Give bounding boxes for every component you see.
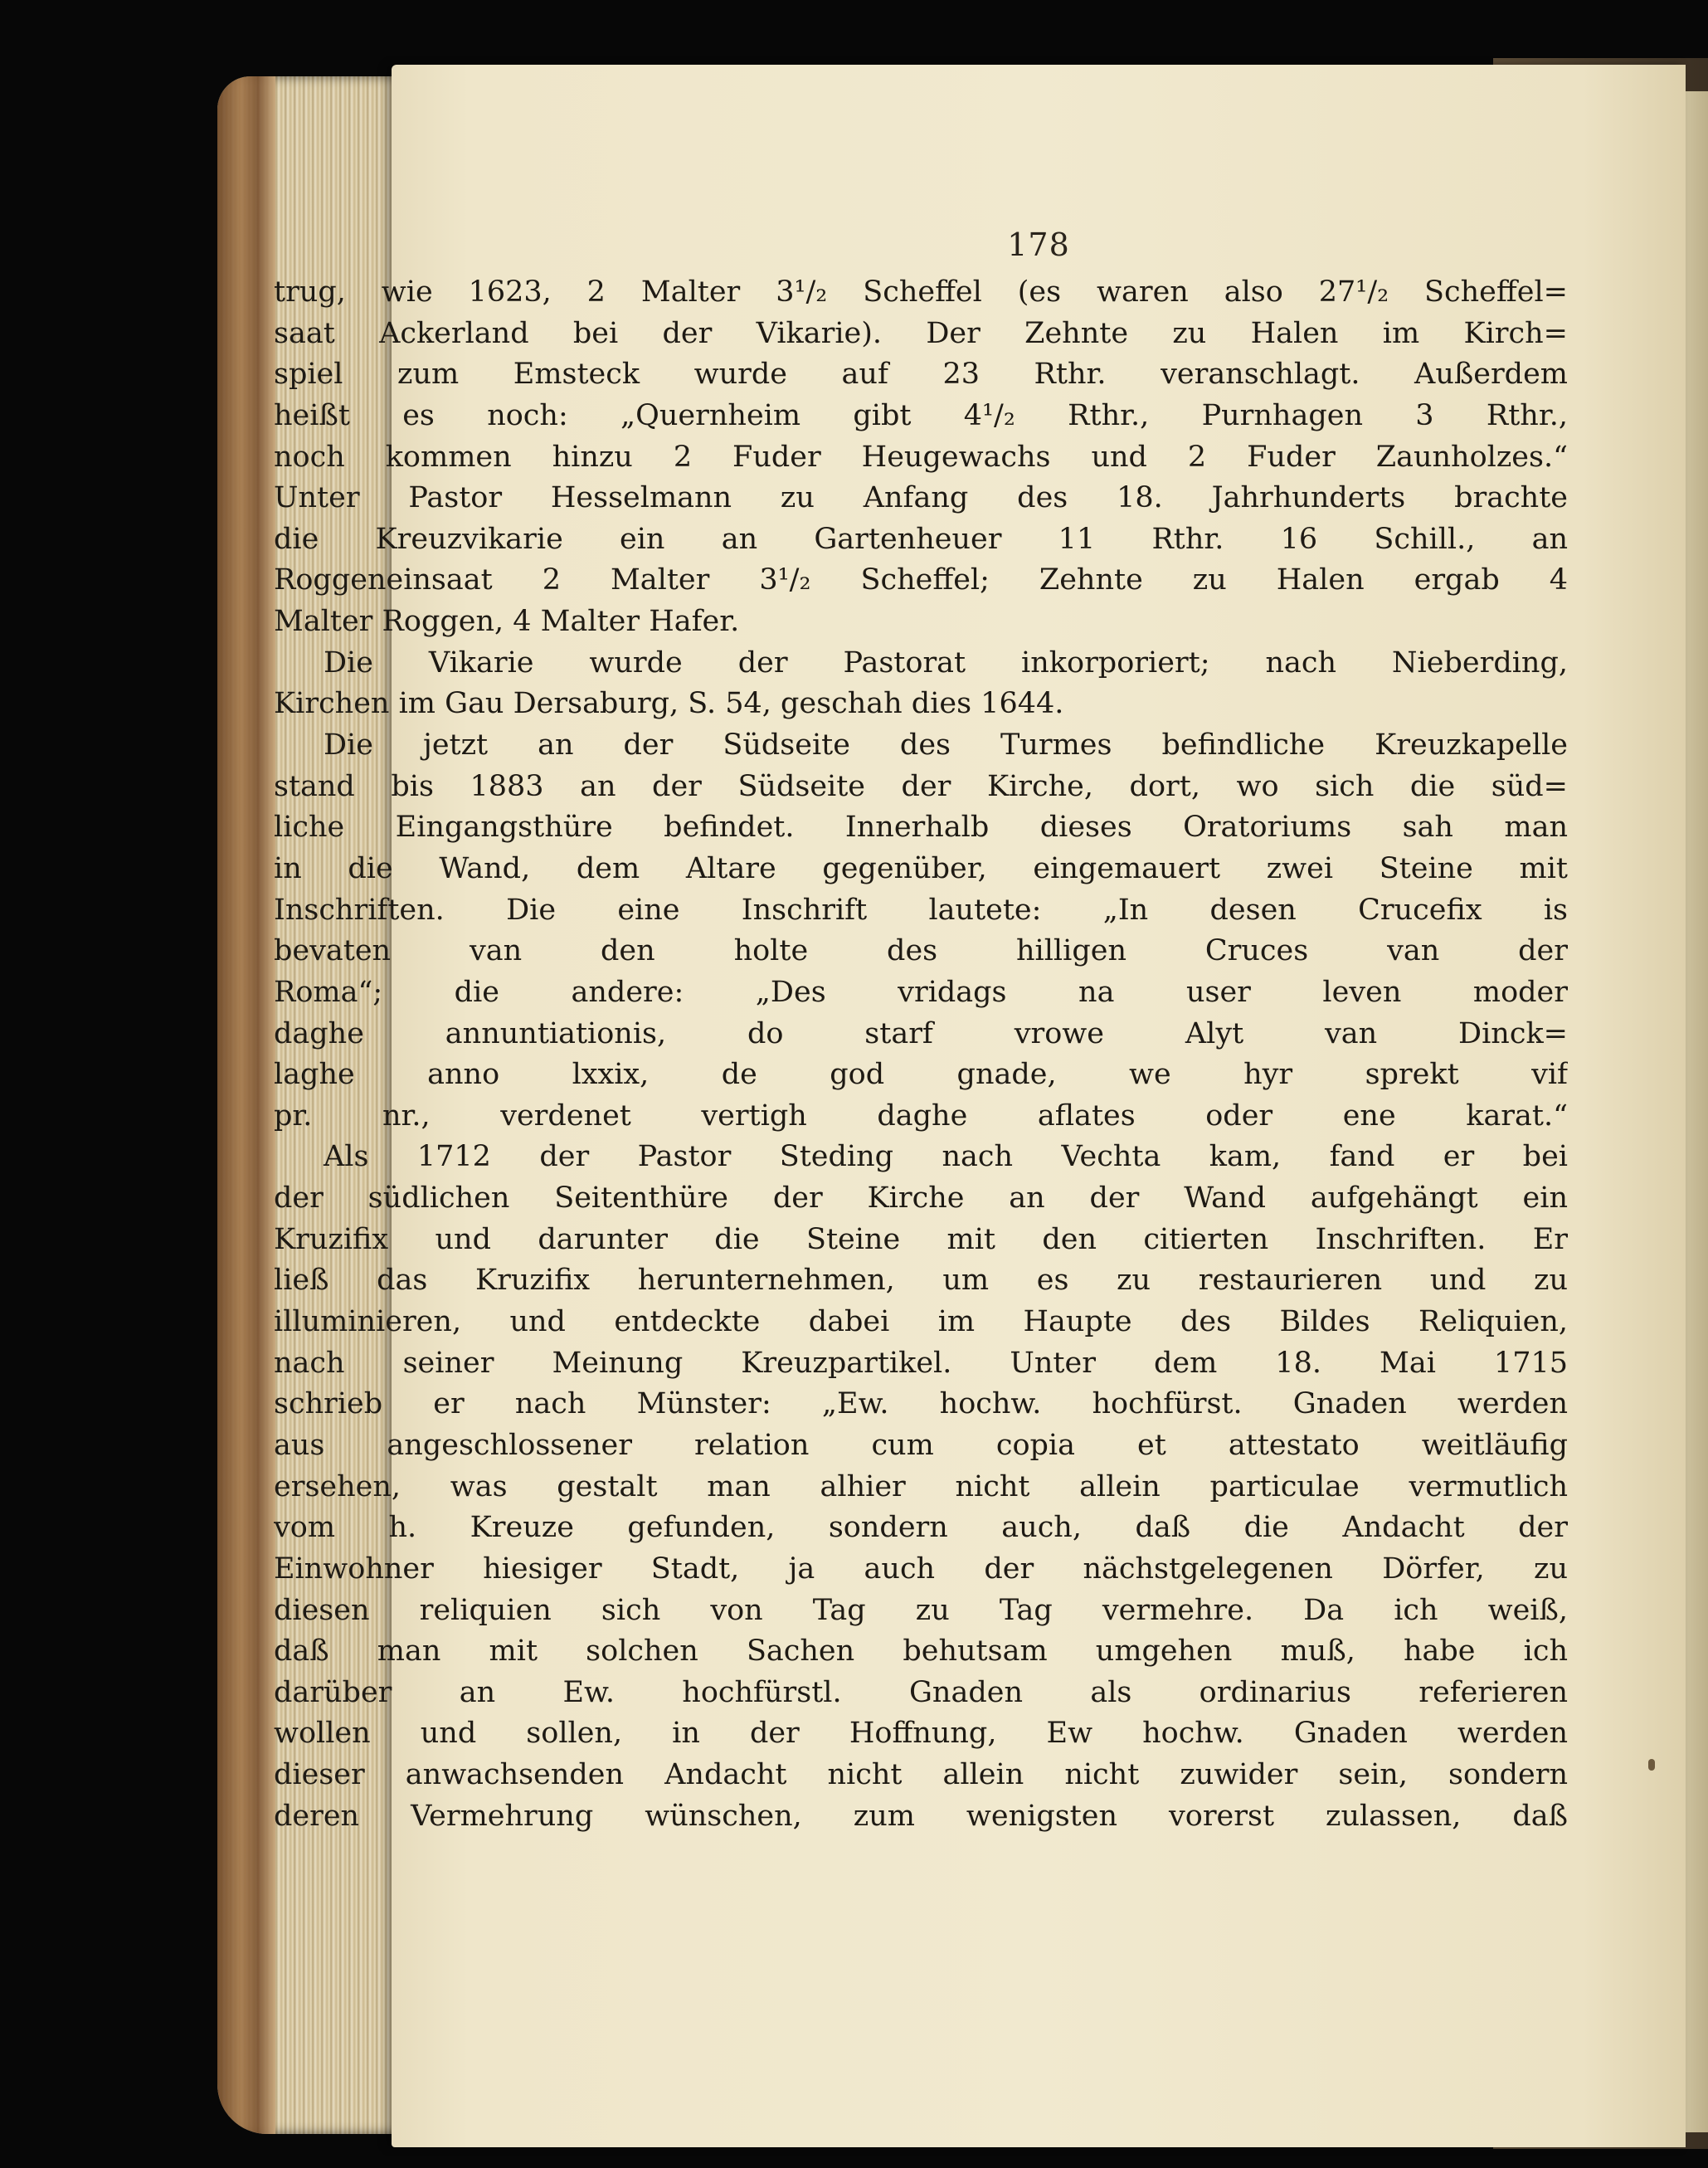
text-line: noch kommen hinzu 2 Fuder Heugewachs und 2 Fuder Zaunholzes.“ — [274, 440, 1568, 474]
text-line: spiel zum Emsteck wurde auf 23 Rthr. veranschlagt. Außerdem — [274, 358, 1568, 392]
text-line: Als 1712 der Pastor Steding nach Vechta kam, fand er bei — [324, 1140, 1568, 1174]
text-line: bevaten van den holte des hilligen Cruces van der — [274, 934, 1568, 968]
text-line: schrieb er nach Münster: „Ew. hochw. hochfürst. Gnaden werden — [274, 1387, 1568, 1421]
text-line: liche Eingangsthüre befindet. Innerhalb dieses Oratoriums sah man — [274, 811, 1568, 845]
text-line: diesen reliquien sich von Tag zu Tag vermehre. Da ich weiß, — [274, 1593, 1568, 1627]
book-binding — [217, 76, 275, 2134]
text-line: Roma“; die andere: „Des vridags na user leven moder — [274, 975, 1568, 1009]
text-line: Kirchen im Gau Dersaburg, S. 54, geschah dies 1644. — [274, 687, 1064, 721]
text-line: in die Wand, dem Altare gegenüber, eingemauert zwei Steine mit — [274, 851, 1568, 885]
text-line: saat Ackerland bei der Vikarie). Der Zehnte zu Halen im Kirch= — [274, 316, 1568, 350]
text-line: aus angeschlossener relation cum copia et attestato weitläufig — [274, 1428, 1568, 1462]
text-line: pr. nr., verdenet vertigh daghe aflates oder ene karat.“ — [274, 1099, 1568, 1133]
text-line: daß man mit solchen Sachen behutsam umgehen muß, habe ich — [274, 1635, 1568, 1669]
text-line: Die jetzt an der Südseite des Turmes befindliche Kreuzkapelle — [324, 728, 1568, 762]
body-text — [274, 274, 1568, 1839]
text-line: ersehen, was gestalt man alhier nicht allein particulae vermutlich — [274, 1469, 1568, 1503]
text-line: Kruzifix und darunter die Steine mit den citierten Inschriften. Er — [274, 1222, 1568, 1256]
text-line: trug, wie 1623, 2 Malter 3¹/₂ Scheffel (es waren also 27¹/₂ Scheffel= — [274, 275, 1568, 309]
text-line: deren Vermehrung wünschen, zum wenigsten vorerst zulassen, daß — [274, 1799, 1568, 1833]
text-line: heißt es noch: „Quernheim gibt 4¹/₂ Rthr., Purnhagen 3 Rthr., — [274, 398, 1568, 432]
paper-speck — [1648, 1759, 1655, 1771]
text-line: daghe annuntiationis, do starf vrowe Alyt van Dinck= — [274, 1016, 1568, 1050]
text-line: Inschriften. Die eine Inschrift lautete: „In desen Crucefix is — [274, 893, 1568, 927]
text-line: vom h. Kreuze gefunden, sondern auch, daß die Andacht der — [274, 1511, 1568, 1545]
text-line: stand bis 1883 an der Südseite der Kirche, dort, wo sich die süd= — [274, 769, 1568, 803]
text-line: Die Vikarie wurde der Pastorat inkorporiert; nach Nieberding, — [324, 646, 1568, 680]
text-line: wollen und sollen, in der Hoffnung, Ew hochw. Gnaden werden — [274, 1717, 1568, 1751]
text-line: Roggeneinsaat 2 Malter 3¹/₂ Scheffel; Zehnte zu Halen ergab 4 — [274, 563, 1568, 597]
text-line: dieser anwachsenden Andacht nicht allein nicht zuwider sein, sondern — [274, 1758, 1568, 1792]
text-line: darüber an Ew. hochfürstl. Gnaden als ordinarius referieren — [274, 1675, 1568, 1709]
text-line: Malter Roggen, 4 Malter Hafer. — [274, 605, 740, 639]
text-line: Unter Pastor Hesselmann zu Anfang des 18. Jahrhunderts brachte — [274, 481, 1568, 515]
text-line: ließ das Kruzifix herunternehmen, um es zu restaurieren und zu — [274, 1264, 1568, 1298]
text-line: der südlichen Seitenthüre der Kirche an der Wand aufgehängt ein — [274, 1181, 1568, 1216]
text-line: die Kreuzvikarie ein an Gartenheuer 11 Rthr. 16 Schill., an — [274, 522, 1568, 556]
text-line: laghe anno lxxix, de god gnade, we hyr sprekt vif — [274, 1058, 1568, 1092]
page-number: 178 — [1007, 227, 1070, 263]
text-line: nach seiner Meinung Kreuzpartikel. Unter dem 18. Mai 1715 — [274, 1346, 1568, 1380]
text-line: illuminieren, und entdeckte dabei im Haupte des Bildes Reliquien, — [274, 1305, 1568, 1339]
text-line: Einwohner hiesiger Stadt, ja auch der nächstgelegenen Dörfer, zu — [274, 1552, 1568, 1586]
